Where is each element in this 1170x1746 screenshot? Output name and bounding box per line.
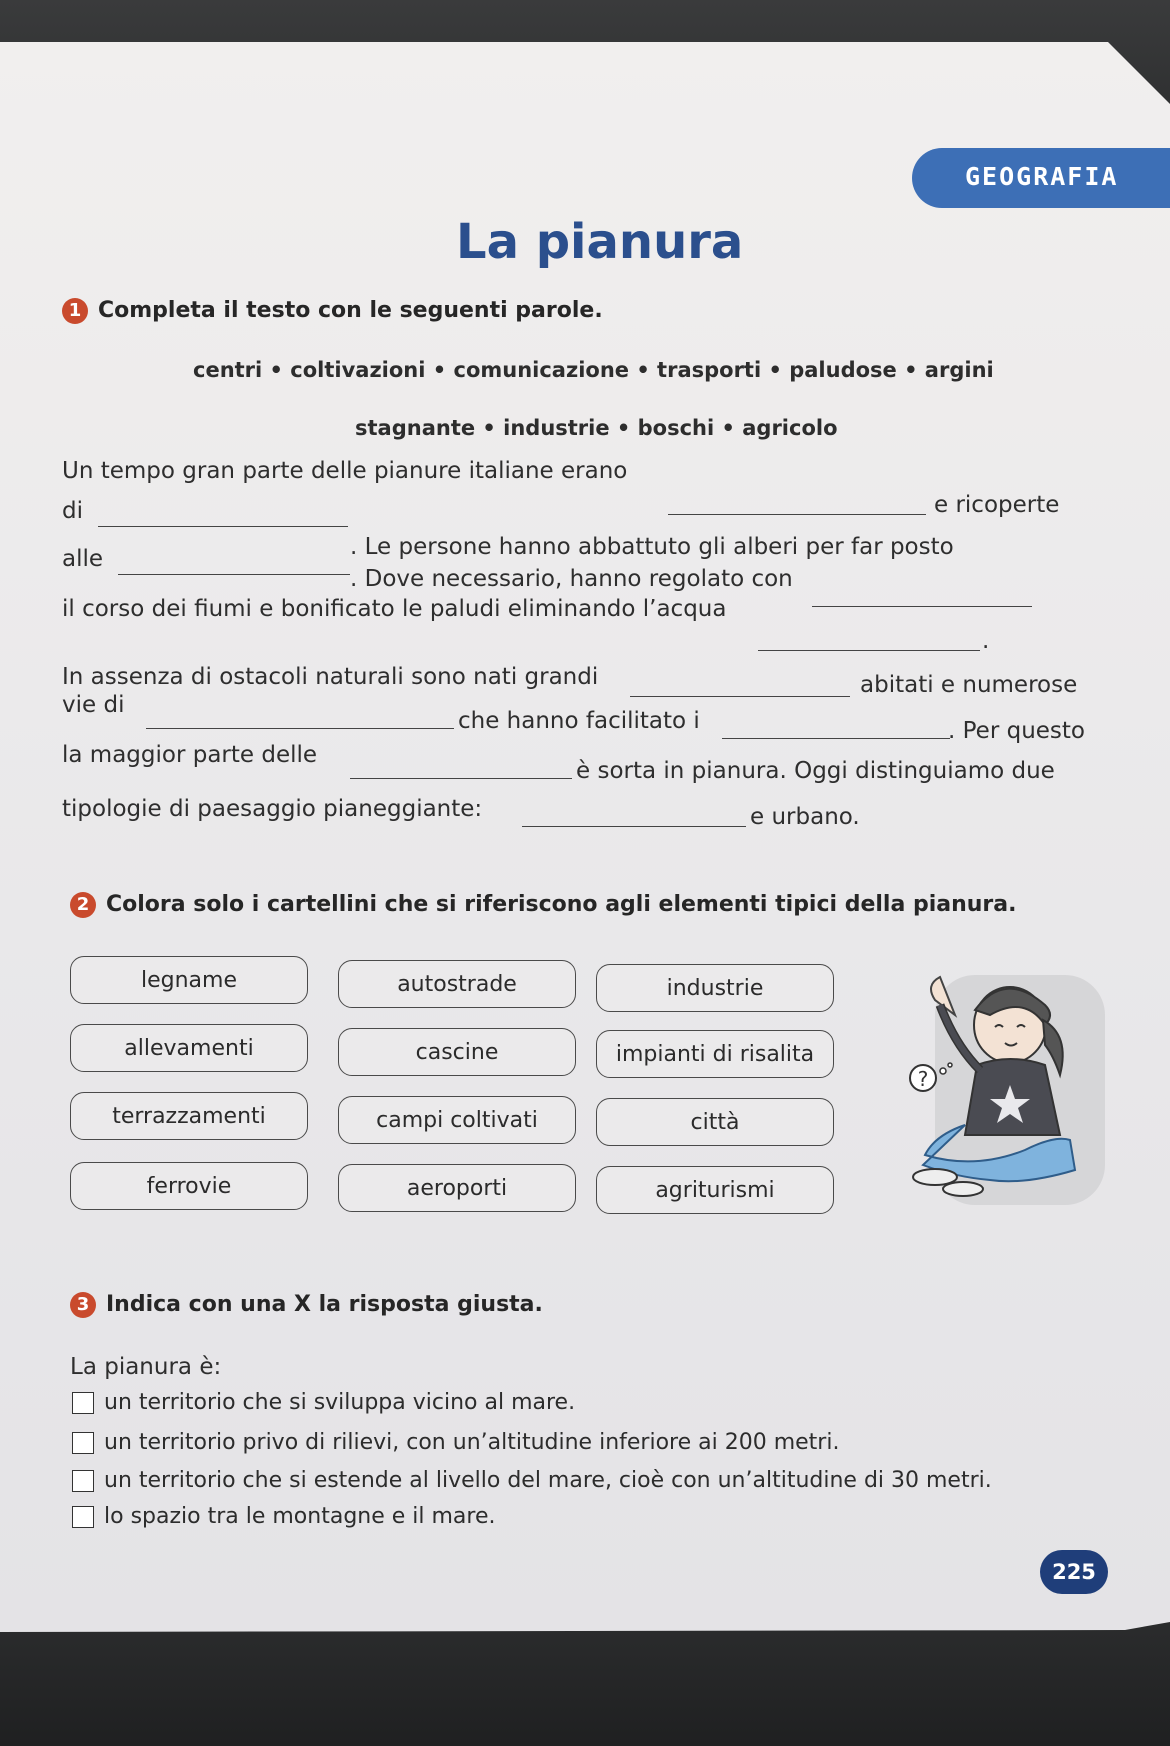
- answer-label: un territorio che si sviluppa vicino al mare.: [104, 1390, 576, 1415]
- text-line: alle: [62, 546, 104, 572]
- text-line: In assenza di ostacoli naturali sono nati grandi: [62, 664, 599, 690]
- card-agriturismi[interactable]: agriturismi: [596, 1166, 834, 1214]
- card-terrazzamenti[interactable]: terrazzamenti: [70, 1092, 308, 1140]
- card-allevamenti[interactable]: allevamenti: [70, 1024, 308, 1072]
- fill-blank-2[interactable]: [98, 526, 348, 527]
- fill-blank-6[interactable]: [630, 696, 850, 697]
- page-title: La pianura: [456, 214, 744, 270]
- text-line: . Per questo: [948, 718, 1085, 744]
- text-line: abitati e numerose: [860, 672, 1078, 698]
- answer-checkbox[interactable]: [72, 1392, 94, 1414]
- text-line: tipologie di paesaggio pianeggiante:: [62, 796, 483, 822]
- answer-option: [72, 1430, 839, 1455]
- text-line: . Dove necessario, hanno regolato con: [350, 566, 793, 592]
- exercise-1-instruction: [62, 298, 603, 324]
- fill-blank-1[interactable]: [668, 514, 926, 515]
- fill-blank-10[interactable]: [522, 826, 746, 827]
- answer-option: [72, 1390, 575, 1415]
- subject-label: GEOGRAFIA: [965, 162, 1119, 191]
- card-industrie[interactable]: industrie: [596, 964, 834, 1012]
- text-line: e ricoperte: [934, 492, 1060, 518]
- card-legname[interactable]: legname: [70, 956, 308, 1004]
- thinking-girl-illustration: [895, 965, 1105, 1215]
- exercise-3-text: Indica con una X la risposta giusta.: [106, 1292, 543, 1317]
- card-campi-coltivati[interactable]: campi coltivati: [338, 1096, 576, 1144]
- text-line: e urbano.: [750, 804, 860, 830]
- exercise-3-instruction: [70, 1292, 543, 1318]
- fill-blank-5[interactable]: [758, 650, 980, 651]
- word-bank-line-1: centri • coltivazioni • comunicazione • trasporti • paludose • argini: [193, 358, 994, 382]
- exercise-1-text: Completa il testo con le seguenti parole.: [98, 298, 603, 323]
- text-line: vie di: [62, 692, 125, 718]
- answer-option: [72, 1468, 992, 1493]
- answer-label: lo spazio tra le montagne e il mare.: [104, 1504, 496, 1529]
- text-line: il corso dei fiumi e bonificato le paludi eliminando l’acqua: [62, 596, 727, 622]
- text-line: è sorta in pianura. Oggi distinguiamo due: [576, 758, 1055, 784]
- fill-blank-4[interactable]: [812, 606, 1032, 607]
- exercise-2-number: 2: [70, 892, 96, 918]
- answer-option: [72, 1504, 496, 1529]
- card-citta[interactable]: città: [596, 1098, 834, 1146]
- card-impianti-di-risalita[interactable]: impianti di risalita: [596, 1030, 834, 1078]
- text-line: la maggior parte delle: [62, 742, 318, 768]
- exercise-2-instruction: [70, 892, 1017, 918]
- card-cascine[interactable]: cascine: [338, 1028, 576, 1076]
- text-line: Un tempo gran parte delle pianure italiane erano: [62, 458, 628, 484]
- text-line: di: [62, 498, 83, 524]
- card-aeroporti[interactable]: aeroporti: [338, 1164, 576, 1212]
- exercise-2-text: Colora solo i cartellini che si riferiscono agli elementi tipici della pianura.: [106, 892, 1017, 917]
- card-autostrade[interactable]: autostrade: [338, 960, 576, 1008]
- answer-checkbox[interactable]: [72, 1506, 94, 1528]
- fill-blank-3[interactable]: [118, 574, 350, 575]
- card-ferrovie[interactable]: ferrovie: [70, 1162, 308, 1210]
- answer-checkbox[interactable]: [72, 1432, 94, 1454]
- fill-blank-7[interactable]: [146, 728, 454, 729]
- answer-label: un territorio privo di rilievi, con un’altitudine inferiore ai 200 metri.: [104, 1430, 840, 1455]
- word-bank-line-2: stagnante • industrie • boschi • agricolo: [355, 416, 838, 440]
- exercise-3-number: 3: [70, 1292, 96, 1318]
- page-number: 225: [1040, 1550, 1108, 1594]
- fill-blank-9[interactable]: [350, 778, 572, 779]
- answer-label: un territorio che si estende al livello del mare, cioè con un’altitudine di 30 metri.: [104, 1468, 992, 1493]
- text-line: che hanno facilitato i: [458, 708, 700, 734]
- exercise-1-number: 1: [62, 298, 88, 324]
- text-line: .: [982, 628, 990, 654]
- question-text: La pianura è:: [70, 1354, 222, 1380]
- answer-checkbox[interactable]: [72, 1470, 94, 1492]
- fill-blank-8[interactable]: [722, 738, 950, 739]
- text-line: . Le persone hanno abbattuto gli alberi per far posto: [350, 534, 954, 560]
- question-mark-icon: ?: [917, 1067, 929, 1091]
